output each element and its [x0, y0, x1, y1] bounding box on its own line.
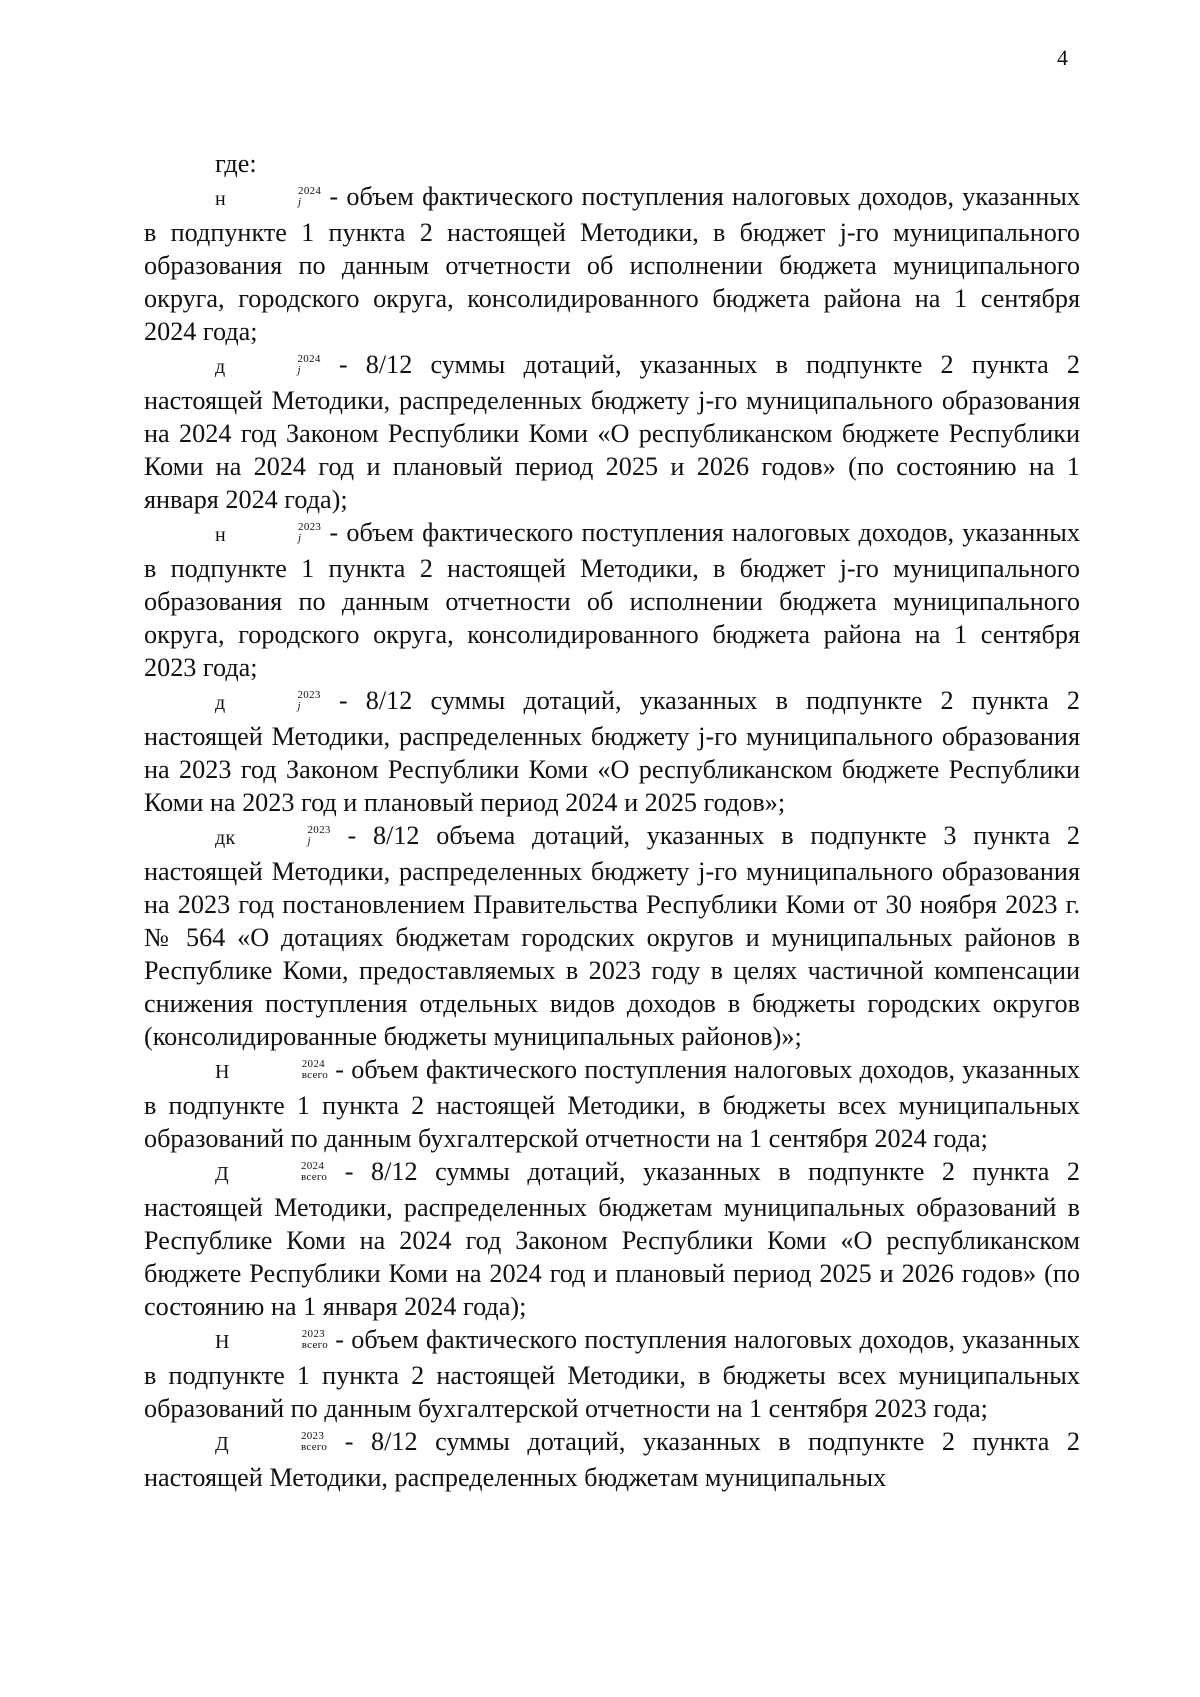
definition-text: - объем фактического поступления налоговых доходов, указанных в подпункте 1 пункта 2 настоящей Методики, в бюджет j-го муниципального образования по данным отчетности об исполнении бюджета муниципального округа, городского округа, консолидированного бюджета района на 1 сентября 2024 года;: [144, 182, 1080, 346]
variable-base: Д: [215, 1163, 229, 1185]
definition-text: - объем фактического поступления налоговых доходов, указанных в подпункте 1 пункта 2 настоящей Методики, в бюджеты всех муниципальных образований по данным бухгалтерской отчетности на 1 сентября 2024 года;: [144, 1055, 1080, 1153]
variable-subscript: всего: [300, 1171, 328, 1184]
definition-item: [144, 348, 1080, 516]
variable-indices: [226, 354, 320, 376]
variable-indices: [230, 1161, 327, 1183]
variable-base: Н: [215, 1331, 230, 1353]
definition-text: - 8/12 суммы дотаций, указанных в подпункте 2 пункта 2 настоящей Методики, распределенных бюджету j-го муниципального образования на 2024 год Законом Республики Коми «О республиканском бюджете Республики Коми на 2024 год и плановый период 2025 и 2026 годов» (по состоянию на 1 января 2024 года);: [144, 350, 1080, 514]
intro-where: где:: [215, 149, 257, 178]
variable-superscript: 2024: [301, 1058, 325, 1071]
variable-subscript: всего: [300, 1441, 328, 1454]
variable-indices: [227, 186, 321, 208]
variable-indices: [231, 1059, 328, 1081]
variable-symbol: [215, 1160, 328, 1185]
definition-item: [144, 180, 1080, 348]
variable-symbol: [215, 824, 331, 849]
variable-indices: [227, 522, 321, 544]
definition-item: [144, 1323, 1080, 1425]
variable-symbol: [215, 1058, 329, 1083]
document-body: [144, 147, 1080, 1494]
variable-superscript: 2023: [301, 1328, 325, 1341]
page-number: 4: [1057, 45, 1068, 70]
definitions-list: [144, 180, 1080, 1494]
variable-subscript: всего: [301, 1069, 329, 1082]
variable-base: н: [215, 524, 227, 546]
variable-base: дк: [215, 827, 236, 849]
variable-subscript: j: [307, 835, 311, 848]
variable-superscript: 2024: [297, 353, 321, 366]
definition-text: - объем фактического поступления налоговых доходов, указанных в подпункте 1 пункта 2 настоящей Методики, в бюджет j-го муниципального образования по данным отчетности об исполнении бюджета муниципального округа, городского округа, консолидированного бюджета района на 1 сентября 2023 года;: [144, 518, 1080, 682]
definition-item: [144, 1425, 1080, 1494]
variable-superscript: 2023: [298, 521, 322, 534]
definition-item: [144, 1155, 1080, 1323]
variable-symbol: [215, 185, 322, 210]
variable-symbol: [215, 689, 321, 714]
definition-text: - 8/12 суммы дотаций, указанных в подпункте 2 пункта 2 настоящей Методики, распределенных бюджетам муниципальных: [144, 1427, 1080, 1492]
variable-subscript: j: [298, 532, 302, 545]
definition-text: - объем фактического поступления налоговых доходов, указанных в подпункте 1 пункта 2 настоящей Методики, в бюджеты всех муниципальных образований по данным бухгалтерской отчетности на 1 сентября 2023 года;: [144, 1325, 1080, 1423]
variable-superscript: 2023: [307, 824, 331, 837]
variable-superscript: 2023: [297, 689, 321, 702]
variable-symbol: [215, 353, 321, 378]
variable-indices: [226, 690, 320, 712]
definition-text: - 8/12 объема дотаций, указанных в подпункте 3 пункта 2 настоящей Методики, распределенных бюджету j-го муниципального образования на 2023 год постановлением Правительства Республики Коми от 30 ноября 2023 г. № 564 «О дотациях бюджетам городских округов и муниципальных районов в Республике Коми, предоставляемых в 2023 году в целях частичной компенсации снижения поступления отдельных видов доходов в бюджеты городских округов (консолидированные бюджеты муниципальных районов)»;: [144, 821, 1080, 1051]
variable-base: д: [215, 692, 226, 714]
variable-superscript: 2024: [298, 185, 322, 198]
variable-base: н: [215, 188, 227, 210]
variable-base: д: [215, 356, 226, 378]
definition-item: [144, 819, 1080, 1053]
variable-base: Д: [215, 1433, 229, 1455]
variable-indices: [231, 1329, 328, 1351]
variable-indices: [230, 1431, 327, 1453]
variable-indices: [237, 825, 331, 847]
variable-base: Н: [215, 1061, 230, 1083]
variable-symbol: [215, 521, 322, 546]
definition-item: [144, 516, 1080, 684]
definition-item: [144, 1053, 1080, 1155]
variable-subscript: j: [297, 700, 301, 713]
definition-item: [144, 684, 1080, 819]
variable-superscript: 2023: [300, 1430, 325, 1443]
variable-superscript: 2024: [300, 1160, 325, 1173]
variable-symbol: [215, 1430, 328, 1455]
definition-text: - 8/12 суммы дотаций, указанных в подпункте 2 пункта 2 настоящей Методики, распределенных бюджету j-го муниципального образования на 2023 год Законом Республики Коми «О республиканском бюджете Республики Коми на 2023 год и плановый период 2024 и 2025 годов»;: [144, 686, 1080, 817]
variable-subscript: j: [298, 196, 302, 209]
variable-subscript: всего: [301, 1339, 329, 1352]
variable-subscript: j: [297, 364, 301, 377]
variable-symbol: [215, 1328, 329, 1353]
definition-text: - 8/12 суммы дотаций, указанных в подпункте 2 пункта 2 настоящей Методики, распределенных бюджетам муниципальных образований в Республике Коми на 2024 год Законом Республики Коми «О республиканском бюджете Республики Коми на 2024 год и плановый период 2025 и 2026 годов» (по состоянию на 1 января 2024 года);: [144, 1157, 1080, 1321]
